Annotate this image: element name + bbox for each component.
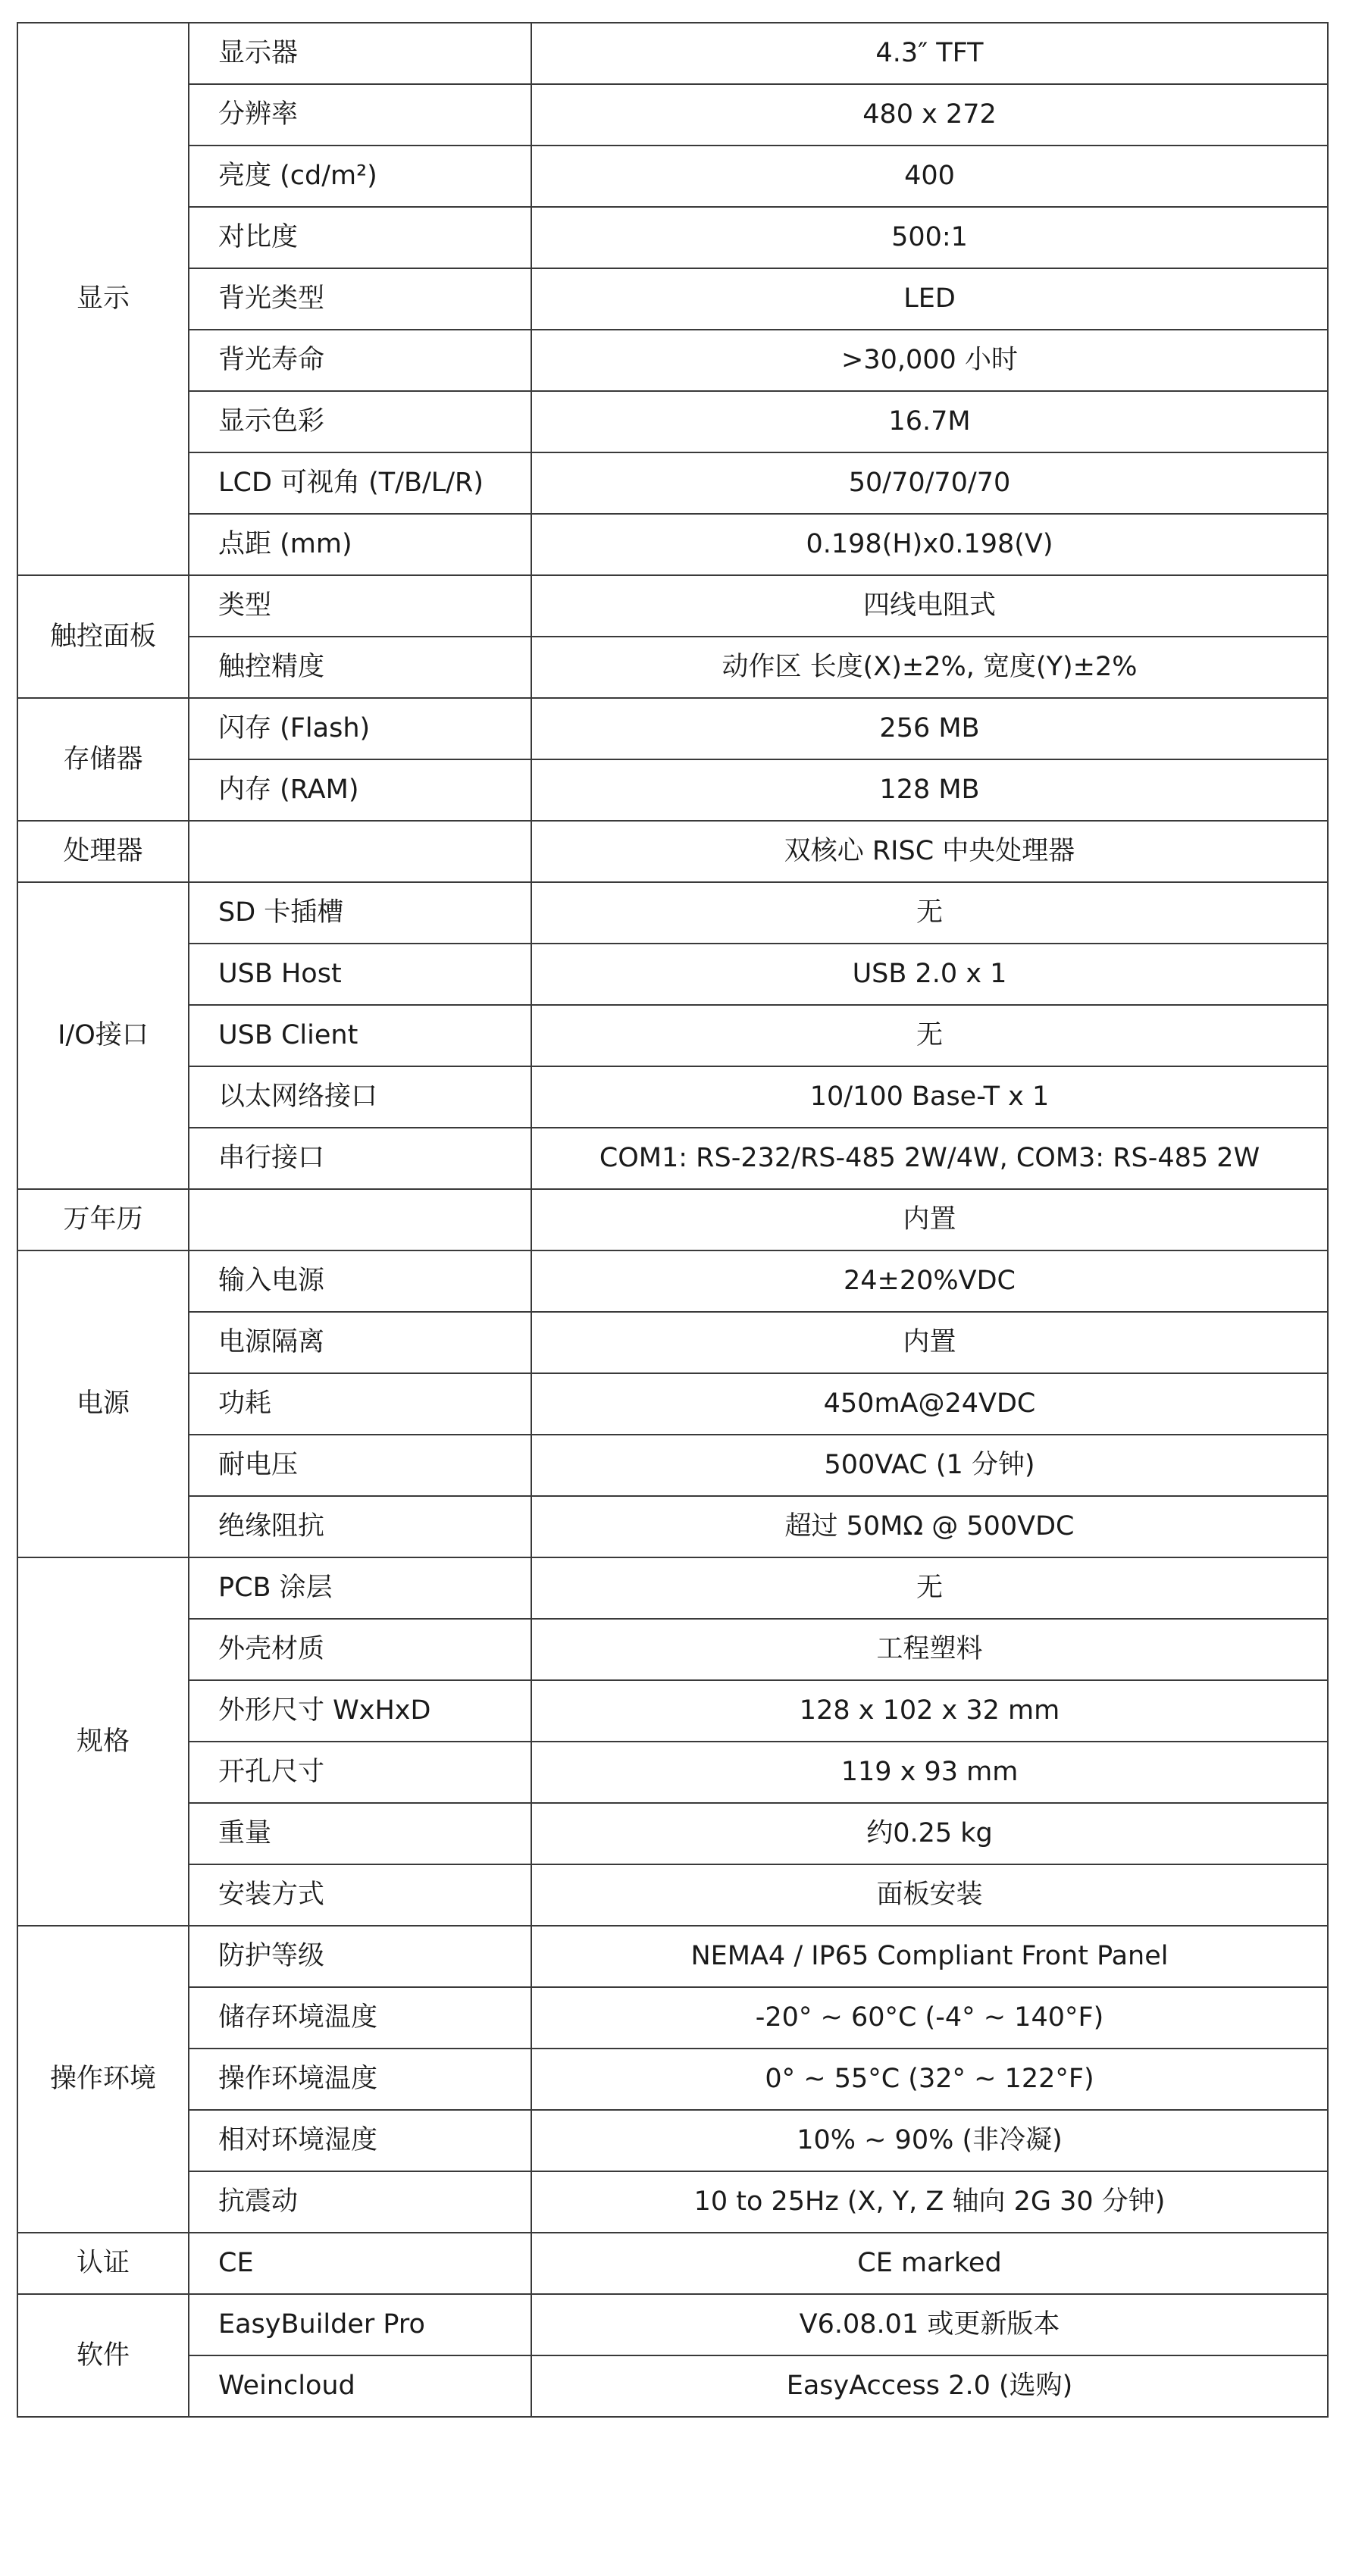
- spec-table-body: [17, 23, 1328, 2417]
- spec-label: 开孔尺寸: [189, 1742, 531, 1803]
- spec-row: [17, 1250, 1328, 1312]
- spec-label: 抗震动: [189, 2171, 531, 2233]
- spec-label: PCB 涂层: [189, 1557, 531, 1619]
- spec-label: 闪存 (Flash): [189, 698, 531, 759]
- category-cell: I/O接口: [17, 882, 189, 1189]
- spec-value: 50/70/70/70: [531, 452, 1328, 514]
- spec-value: 无: [531, 1557, 1328, 1619]
- category-cell: 存储器: [17, 698, 189, 821]
- spec-label: 操作环境温度: [189, 2049, 531, 2110]
- spec-value: 119 x 93 mm: [531, 1742, 1328, 1803]
- category-cell: 规格: [17, 1557, 189, 1926]
- spec-value: 10 to 25Hz (X, Y, Z 轴向 2G 30 分钟): [531, 2171, 1328, 2233]
- spec-value: 450mA@24VDC: [531, 1373, 1328, 1435]
- spec-row: [17, 821, 1328, 882]
- spec-value: 500:1: [531, 207, 1328, 268]
- spec-label: 显示器: [189, 23, 531, 84]
- spec-row: [17, 1926, 1328, 1987]
- spec-value: 四线电阻式: [531, 575, 1328, 637]
- spec-label: 安装方式: [189, 1864, 531, 1926]
- spec-row: [17, 1066, 1328, 1128]
- spec-value: 128 x 102 x 32 mm: [531, 1680, 1328, 1742]
- spec-value: >30,000 小时: [531, 330, 1328, 391]
- category-cell: 触控面板: [17, 575, 189, 698]
- spec-row: [17, 2233, 1328, 2294]
- spec-value: 约0.25 kg: [531, 1803, 1328, 1864]
- spec-label: 功耗: [189, 1373, 531, 1435]
- spec-row: [17, 330, 1328, 391]
- spec-label: 耐电压: [189, 1435, 531, 1496]
- spec-row: [17, 759, 1328, 821]
- spec-value: -20° ~ 60°C (-4° ~ 140°F): [531, 1987, 1328, 2049]
- spec-value: 内置: [531, 1189, 1328, 1250]
- spec-row: [17, 1742, 1328, 1803]
- spec-row: [17, 2110, 1328, 2171]
- spec-label: SD 卡插槽: [189, 882, 531, 944]
- spec-label: 绝缘阻抗: [189, 1496, 531, 1557]
- spec-value: 面板安装: [531, 1864, 1328, 1926]
- spec-row: [17, 698, 1328, 759]
- spec-row: [17, 1373, 1328, 1435]
- spec-label: USB Host: [189, 944, 531, 1005]
- spec-label: 背光寿命: [189, 330, 531, 391]
- spec-value: 双核心 RISC 中央处理器: [531, 821, 1328, 882]
- spec-label: [189, 821, 531, 882]
- spec-value: 10% ~ 90% (非冷凝): [531, 2110, 1328, 2171]
- spec-label: [189, 1189, 531, 1250]
- spec-label: 内存 (RAM): [189, 759, 531, 821]
- category-cell: 电源: [17, 1250, 189, 1557]
- spec-value: 0.198(H)x0.198(V): [531, 514, 1328, 575]
- spec-row: [17, 944, 1328, 1005]
- spec-label: 对比度: [189, 207, 531, 268]
- spec-row: [17, 2049, 1328, 2110]
- spec-label: 外形尺寸 WxHxD: [189, 1680, 531, 1742]
- spec-table: [17, 22, 1329, 2418]
- spec-row: [17, 1680, 1328, 1742]
- spec-row: [17, 268, 1328, 330]
- spec-label: Weincloud: [189, 2355, 531, 2417]
- spec-row: [17, 84, 1328, 146]
- spec-row: [17, 1312, 1328, 1373]
- spec-row: [17, 1864, 1328, 1926]
- spec-label: 点距 (mm): [189, 514, 531, 575]
- spec-row: [17, 391, 1328, 452]
- spec-value: V6.08.01 或更新版本: [531, 2294, 1328, 2355]
- spec-row: [17, 146, 1328, 207]
- category-cell: 显示: [17, 23, 189, 575]
- category-cell: 万年历: [17, 1189, 189, 1250]
- spec-label: 防护等级: [189, 1926, 531, 1987]
- spec-row: [17, 1005, 1328, 1066]
- spec-row: [17, 23, 1328, 84]
- spec-row: [17, 1496, 1328, 1557]
- spec-value: 480 x 272: [531, 84, 1328, 146]
- spec-label: 显示色彩: [189, 391, 531, 452]
- spec-row: [17, 637, 1328, 698]
- spec-row: [17, 207, 1328, 268]
- spec-value: 工程塑料: [531, 1619, 1328, 1680]
- spec-label: 亮度 (cd/m²): [189, 146, 531, 207]
- spec-value: LED: [531, 268, 1328, 330]
- spec-label: EasyBuilder Pro: [189, 2294, 531, 2355]
- spec-value: 400: [531, 146, 1328, 207]
- spec-row: [17, 882, 1328, 944]
- category-cell: 认证: [17, 2233, 189, 2294]
- spec-label: 串行接口: [189, 1128, 531, 1189]
- category-cell: 操作环境: [17, 1926, 189, 2233]
- spec-value: COM1: RS-232/RS-485 2W/4W, COM3: RS-485 2W: [531, 1128, 1328, 1189]
- spec-value: 超过 50MΩ @ 500VDC: [531, 1496, 1328, 1557]
- spec-row: [17, 1128, 1328, 1189]
- spec-label: CE: [189, 2233, 531, 2294]
- spec-value: 0° ~ 55°C (32° ~ 122°F): [531, 2049, 1328, 2110]
- spec-row: [17, 1435, 1328, 1496]
- spec-label: 储存环境温度: [189, 1987, 531, 2049]
- spec-value: 动作区 长度(X)±2%, 宽度(Y)±2%: [531, 637, 1328, 698]
- spec-row: [17, 1189, 1328, 1250]
- spec-label: USB Client: [189, 1005, 531, 1066]
- spec-value: 16.7M: [531, 391, 1328, 452]
- category-cell: 处理器: [17, 821, 189, 882]
- spec-row: [17, 1803, 1328, 1864]
- spec-value: 无: [531, 882, 1328, 944]
- spec-value: 内置: [531, 1312, 1328, 1373]
- spec-row: [17, 1619, 1328, 1680]
- spec-label: 相对环境湿度: [189, 2110, 531, 2171]
- spec-label: 触控精度: [189, 637, 531, 698]
- spec-label: 以太网络接口: [189, 1066, 531, 1128]
- spec-value: 4.3″ TFT: [531, 23, 1328, 84]
- category-cell: 软件: [17, 2294, 189, 2417]
- spec-label: 输入电源: [189, 1250, 531, 1312]
- spec-label: 外壳材质: [189, 1619, 531, 1680]
- spec-row: [17, 575, 1328, 637]
- spec-row: [17, 452, 1328, 514]
- spec-value: CE marked: [531, 2233, 1328, 2294]
- spec-value: USB 2.0 x 1: [531, 944, 1328, 1005]
- spec-row: [17, 2294, 1328, 2355]
- spec-value: 256 MB: [531, 698, 1328, 759]
- spec-value: NEMA4 / IP65 Compliant Front Panel: [531, 1926, 1328, 1987]
- spec-value: 10/100 Base-T x 1: [531, 1066, 1328, 1128]
- spec-label: 背光类型: [189, 268, 531, 330]
- spec-value: 128 MB: [531, 759, 1328, 821]
- spec-value: 无: [531, 1005, 1328, 1066]
- spec-label: 类型: [189, 575, 531, 637]
- spec-row: [17, 514, 1328, 575]
- spec-label: 分辨率: [189, 84, 531, 146]
- spec-label: 重量: [189, 1803, 531, 1864]
- spec-label: 电源隔离: [189, 1312, 531, 1373]
- spec-row: [17, 1987, 1328, 2049]
- spec-row: [17, 1557, 1328, 1619]
- spec-value: 24±20%VDC: [531, 1250, 1328, 1312]
- spec-value: 500VAC (1 分钟): [531, 1435, 1328, 1496]
- spec-label: LCD 可视角 (T/B/L/R): [189, 452, 531, 514]
- spec-row: [17, 2355, 1328, 2417]
- spec-row: [17, 2171, 1328, 2233]
- spec-value: EasyAccess 2.0 (选购): [531, 2355, 1328, 2417]
